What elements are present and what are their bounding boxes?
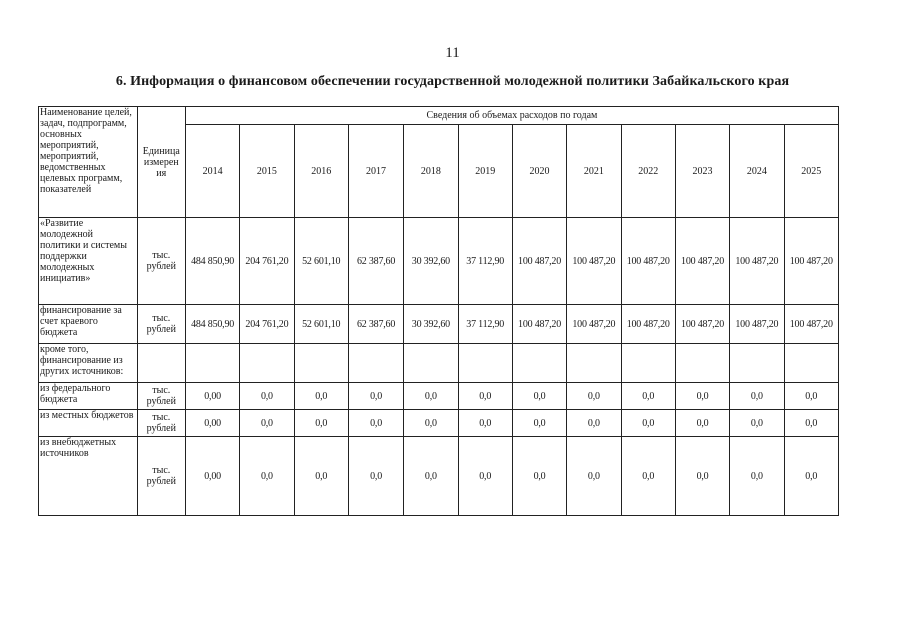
year-header: 2014 [185, 125, 239, 218]
row-name: из местных бюджетов [39, 410, 138, 437]
value-cell: 0,0 [512, 437, 566, 516]
table-row [39, 383, 839, 410]
year-header: 2015 [240, 125, 294, 218]
value-cell: 0,0 [512, 410, 566, 437]
value-cell: 0,0 [730, 383, 784, 410]
year-header: 2022 [621, 125, 675, 218]
row-name: кроме того, финансирование из других источников: [39, 344, 138, 383]
value-cell: 30 392,60 [404, 305, 458, 344]
row-name: из федерального бюджета [39, 383, 138, 410]
year-header: 2019 [458, 125, 512, 218]
value-cell: 62 387,60 [348, 305, 403, 344]
year-header: 2025 [784, 125, 838, 218]
value-cell: 0,0 [294, 383, 348, 410]
value-cell [458, 344, 512, 383]
year-header: 2017 [348, 125, 403, 218]
document-title: 6. Информация о финансовом обеспечении государственной молодежной политики Забайкальского края [115, 74, 790, 89]
value-cell [784, 344, 838, 383]
value-cell: 0,0 [567, 383, 621, 410]
table-row [39, 305, 839, 344]
value-cell: 0,0 [621, 437, 675, 516]
value-cell: 37 112,90 [458, 218, 512, 305]
value-cell [621, 344, 675, 383]
value-cell: 0,0 [784, 410, 838, 437]
value-cell: 100 487,20 [621, 218, 675, 305]
value-cell: 0,0 [621, 383, 675, 410]
value-cell [404, 344, 458, 383]
value-cell: 62 387,60 [348, 218, 403, 305]
value-cell: 100 487,20 [567, 218, 621, 305]
value-cell: 0,0 [348, 383, 403, 410]
value-cell: 0,00 [185, 410, 239, 437]
value-cell: 0,0 [458, 410, 512, 437]
row-unit: тыс. рублей [137, 410, 185, 437]
value-cell: 0,0 [621, 410, 675, 437]
value-cell [294, 344, 348, 383]
value-cell: 0,0 [458, 437, 512, 516]
spending-header: Сведения об объемах расходов по годам [185, 107, 838, 125]
value-cell: 0,0 [294, 410, 348, 437]
value-cell: 484 850,90 [185, 305, 239, 344]
year-header: 2018 [404, 125, 458, 218]
row-unit [137, 344, 185, 383]
value-cell: 0,0 [240, 410, 294, 437]
value-cell: 0,0 [404, 437, 458, 516]
value-cell: 0,0 [730, 410, 784, 437]
value-cell: 100 487,20 [730, 305, 784, 344]
value-cell: 0,0 [675, 410, 729, 437]
value-cell: 0,0 [294, 437, 348, 516]
row-unit: тыс. рублей [137, 437, 185, 516]
header-row-top [39, 107, 839, 125]
value-cell: 52 601,10 [294, 218, 348, 305]
value-cell: 0,0 [567, 410, 621, 437]
row-unit: тыс. рублей [137, 305, 185, 344]
year-header: 2016 [294, 125, 348, 218]
value-cell [675, 344, 729, 383]
col-unit-header: Единица измерен ия [137, 107, 185, 218]
row-name: из внебюджетных источников [39, 437, 138, 516]
table-row [39, 344, 839, 383]
value-cell: 100 487,20 [675, 305, 729, 344]
value-cell: 0,0 [784, 383, 838, 410]
value-cell: 0,0 [404, 410, 458, 437]
value-cell [348, 344, 403, 383]
row-name: «Развитие молодежной политики и системы поддержки молодежных инициатив» [39, 218, 138, 305]
row-name: финансирование за счет краевого бюджета [39, 305, 138, 344]
value-cell: 204 761,20 [240, 218, 294, 305]
value-cell: 0,0 [348, 410, 403, 437]
value-cell [185, 344, 239, 383]
value-cell: 0,0 [240, 437, 294, 516]
value-cell: 0,0 [675, 437, 729, 516]
value-cell: 100 487,20 [784, 218, 838, 305]
page-number: 11 [445, 45, 460, 61]
table-row [39, 410, 839, 437]
value-cell: 100 487,20 [512, 218, 566, 305]
value-cell: 100 487,20 [512, 305, 566, 344]
year-header: 2023 [675, 125, 729, 218]
col-name-header: Наименование целей, задач, подпрограмм, основных мероприятий, мероприятий, ведомственных целевых программ, показателей [39, 107, 138, 218]
value-cell: 484 850,90 [185, 218, 239, 305]
value-cell: 37 112,90 [458, 305, 512, 344]
value-cell: 100 487,20 [567, 305, 621, 344]
value-cell: 0,0 [240, 383, 294, 410]
value-cell: 204 761,20 [240, 305, 294, 344]
row-unit: тыс. рублей [137, 383, 185, 410]
value-cell: 52 601,10 [294, 305, 348, 344]
value-cell: 30 392,60 [404, 218, 458, 305]
value-cell: 0,0 [730, 437, 784, 516]
value-cell: 100 487,20 [730, 218, 784, 305]
value-cell: 0,0 [458, 383, 512, 410]
row-unit: тыс. рублей [137, 218, 185, 305]
value-cell: 100 487,20 [675, 218, 729, 305]
value-cell: 0,0 [675, 383, 729, 410]
value-cell: 100 487,20 [621, 305, 675, 344]
value-cell: 0,0 [348, 437, 403, 516]
value-cell: 0,0 [404, 383, 458, 410]
value-cell: 0,0 [567, 437, 621, 516]
value-cell: 0,0 [784, 437, 838, 516]
year-header: 2024 [730, 125, 784, 218]
year-header: 2021 [567, 125, 621, 218]
value-cell: 0,0 [512, 383, 566, 410]
value-cell: 100 487,20 [784, 305, 838, 344]
year-header: 2020 [512, 125, 566, 218]
value-cell: 0,00 [185, 383, 239, 410]
value-cell [512, 344, 566, 383]
value-cell: 0,00 [185, 437, 239, 516]
value-cell [567, 344, 621, 383]
table-row [39, 218, 839, 305]
value-cell [730, 344, 784, 383]
table-row [39, 437, 839, 516]
value-cell [240, 344, 294, 383]
financing-table [38, 106, 839, 516]
